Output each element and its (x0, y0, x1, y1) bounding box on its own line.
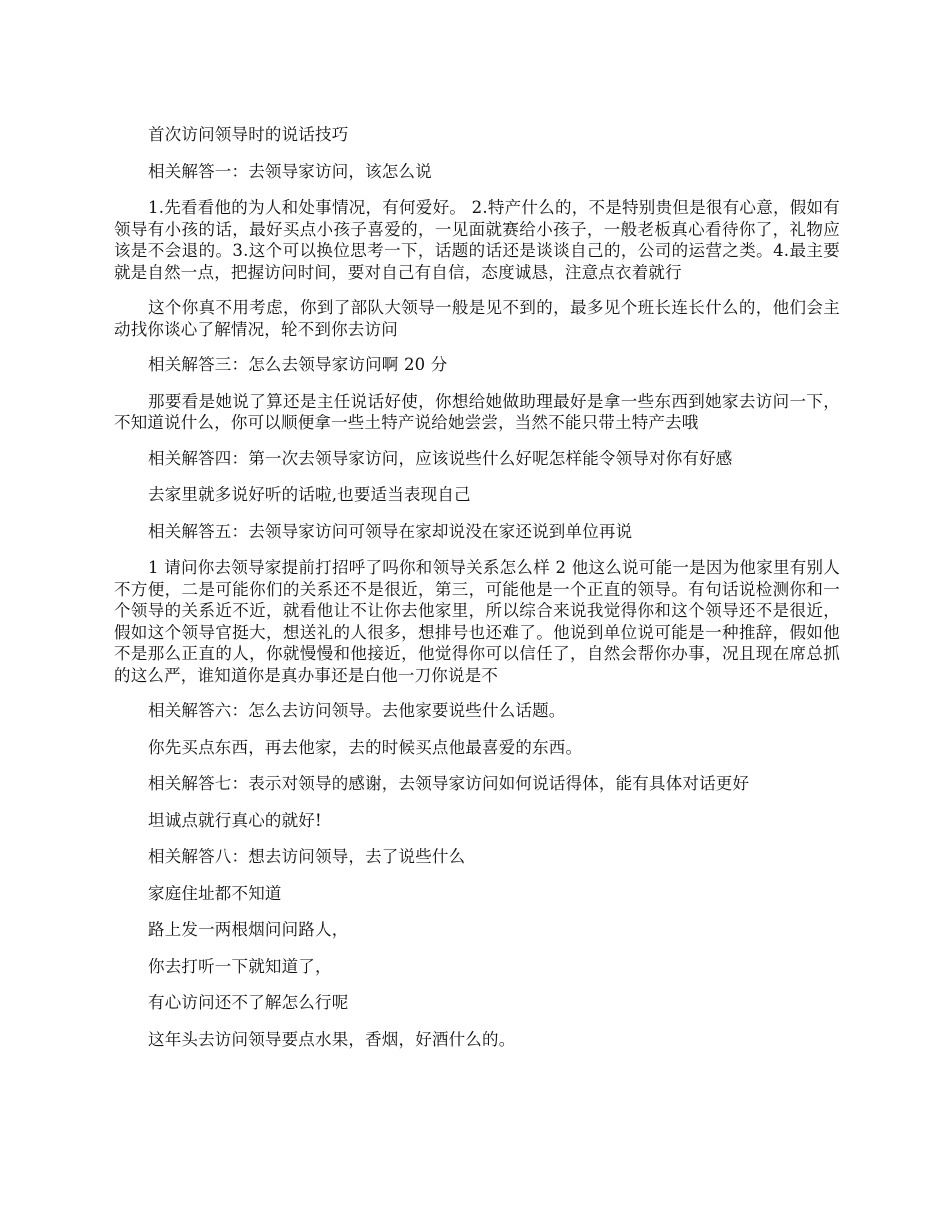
answer-line-8c: 你去打听一下就知道了， (148, 956, 332, 976)
section-heading-1: 相关解答一：去领导家访问，该怎么说 (148, 161, 432, 181)
section-heading-8: 相关解答八：想去访问领导，去了说些什么 (148, 847, 466, 866)
document-body (114, 124, 840, 1065)
answer-line-8a: 家庭住址都不知道 (148, 883, 282, 903)
answer-paragraph-7: 坦诚点就行真心的就好! (148, 810, 322, 830)
document-title: 首次访问领导时的说话技巧 (148, 125, 349, 144)
answer-paragraph-5: 1 请问你去领导家提前打招呼了吗你和领导关系怎么样 2 他这么说可能一是因为他家里有别人不方便，二是可能你们的关系还不是很近，第三，可能他是一个正直的领导。有句话说检测你和一个领导的关系近不近，就看他让不让你去他家里，所以综合来说我觉得你和这个领导还不是很近，假如这个领导官挺大，想送礼的人很多，想排号也还难了。他说到单位说可能是一种推辞，假如他不是那么正直的人，你就慢慢和他接近，他觉得你可以信任了，自然会帮你办事，况且现在席总抓的这么严，谁知道你是真办事还是白他一刀你说是不 (114, 558, 840, 685)
section-heading-6: 相关解答六：怎么去访问领导。去他家要说些什么话题。 (148, 701, 566, 720)
answer-line-8d: 有心访问还不了解怎么行呢 (148, 993, 349, 1012)
section-heading-7: 相关解答七：表示对领导的感谢，去领导家访问如何说话得体，能有具体对话更好 (148, 774, 750, 793)
section-heading-5: 相关解答五：去领导家访问可领导在家却说没在家还说到单位再说 (148, 521, 633, 541)
answer-paragraph-1: 1.先看看他的为人和处事情况，有何爱好。 2.特产什么的，不是特别贵但是很有心意，假如有领导有小孩的话，最好买点小孩子喜爱的，一见面就赛给小孩子，一般老板真心看待你了，礼物应该是不会退的。3.这个可以换位思考一下，话题的话还是谈谈自己的，公司的运营之类。4.最主要就是自然一点，把握访问时间，要对自己有自信，态度诚恳，注意点衣着就行 (114, 198, 840, 282)
answer-paragraph-4: 去家里就多说好听的话啦,也要适当表现自己 (148, 485, 471, 504)
answer-paragraph-6: 你先买点东西，再去他家，去的时候买点他最喜爱的东西。 (148, 737, 583, 757)
section-heading-4: 相关解答四：第一次去领导家访问，应该说些什么好呢怎样能令领导对你有好感 (148, 448, 733, 468)
answer-paragraph-3: 那要看是她说了算还是主任说话好使，你想给她做助理最好是拿一些东西到她家去访问一下，不知道说什么，你可以顺便拿一些土特产说给她尝尝，当然不能只带土特产去哦 (114, 391, 840, 432)
answer-paragraph-2: 这个你真不用考虑，你到了部队大领导一般是见不到的，最多见个班长连长什么的，他们会主动找你谈心了解情况，轮不到你去访问 (114, 298, 840, 339)
section-heading-3: 相关解答三：怎么去领导家访问啊 20 分 (148, 355, 448, 374)
answer-line-8b: 路上发一两根烟问问路人， (148, 920, 349, 939)
answer-line-8e: 这年头去访问领导要点水果，香烟，好酒什么的。 (148, 1029, 516, 1049)
